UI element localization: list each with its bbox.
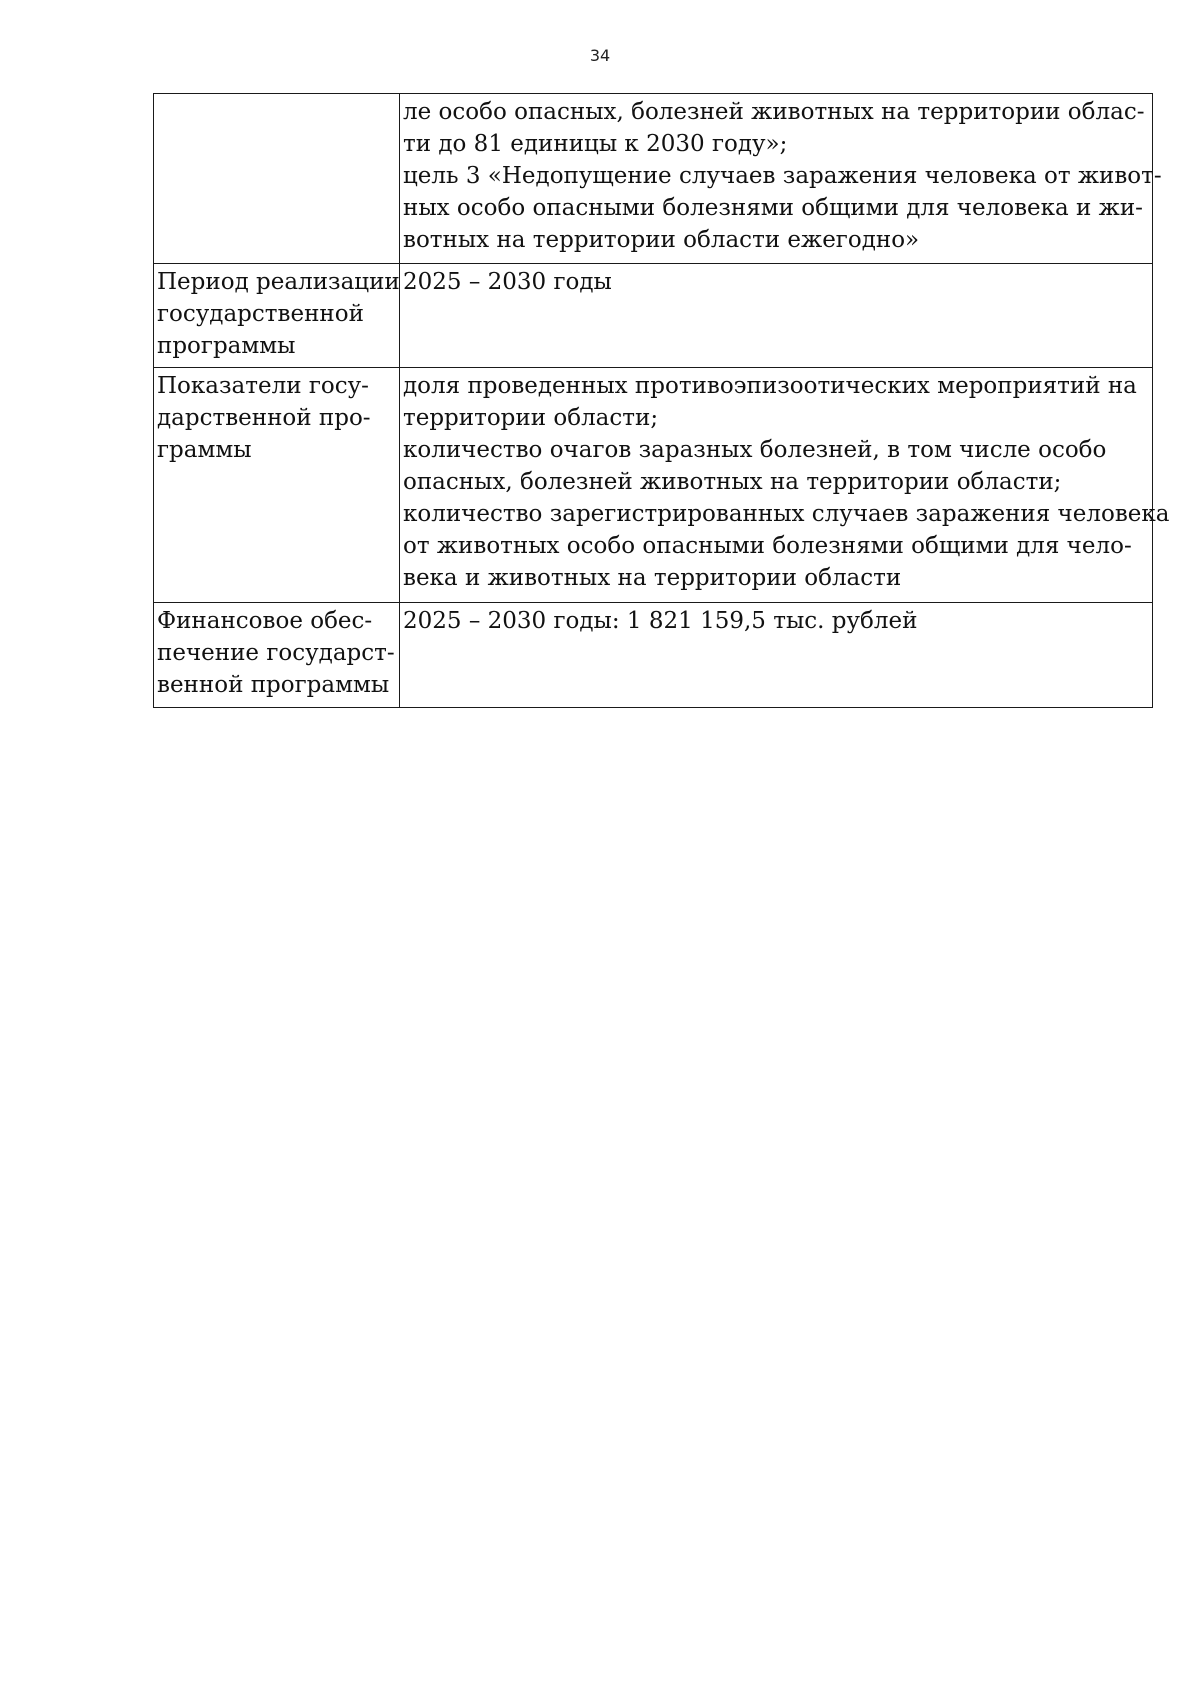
cell-text-line: ти до 81 единицы к 2030 году»; (403, 131, 788, 157)
cell-text-line: ле особо опасных, болезней животных на территории облас- (403, 99, 1145, 125)
table-cell-label (154, 94, 400, 264)
table-row-financing (154, 603, 1153, 708)
cell-text-line: государственной (157, 301, 364, 327)
table-cell-label (154, 264, 400, 368)
cell-text-line: Финансовое обес- (157, 608, 373, 634)
cell-text-line: доля проведенных противоэпизоотических мероприятий на (403, 373, 1137, 399)
cell-text-line: печение государст- (157, 640, 395, 666)
cell-text-line: количество очагов заразных болезней, в том числе особо (403, 437, 1107, 463)
table-cell-label (154, 603, 400, 708)
cell-text-line: Показатели госу- (157, 373, 369, 399)
cell-text-line: вотных на территории области ежегодно» (403, 227, 920, 253)
cell-text-line: граммы (157, 437, 252, 463)
cell-text-line: дарственной про- (157, 405, 371, 431)
cell-text-line: территории области; (403, 405, 659, 431)
cell-text-line: века и животных на территории области (403, 565, 902, 591)
program-passport-table (153, 93, 1170, 708)
cell-text-line: количество зарегистрированных случаев заражения человека (403, 501, 1170, 527)
cell-text-line: от животных особо опасными болезнями общими для чело- (403, 533, 1132, 559)
cell-text-line: 2025 – 2030 годы: 1 821 159,5 тыс. рублей (403, 608, 918, 634)
cell-text-line: Период реализации (157, 269, 400, 295)
table-cell-label (154, 368, 400, 603)
table-row-indicators (154, 368, 1153, 603)
cell-text-line: программы (157, 333, 296, 359)
table-cell-value (400, 603, 1153, 708)
cell-text-line: опасных, болезней животных на территории области; (403, 469, 1062, 495)
table-cell-value (400, 264, 1153, 368)
cell-text-line: 2025 – 2030 годы (403, 269, 612, 295)
cell-text-line: ных особо опасными болезнями общими для человека и жи- (403, 195, 1143, 221)
table-cell-value (400, 94, 1162, 264)
page-number: 34 (589, 46, 611, 65)
table-row-period (154, 264, 1153, 368)
table-cell-value (400, 368, 1170, 603)
table-row-goals-continued (154, 94, 1153, 264)
cell-text-line: венной программы (157, 672, 390, 698)
cell-text-line: цель 3 «Недопущение случаев заражения человека от живот- (403, 163, 1162, 189)
